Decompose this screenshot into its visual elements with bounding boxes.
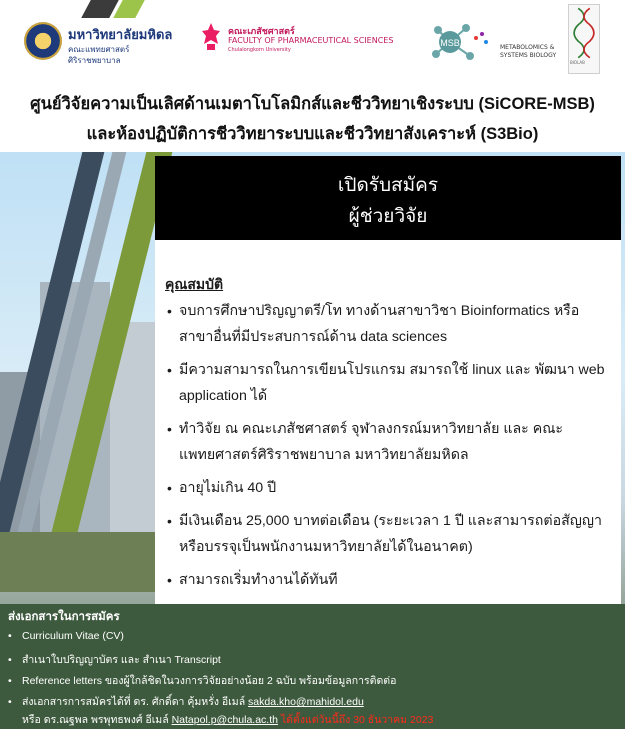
bullet-icon: • — [167, 421, 172, 437]
list-item — [167, 416, 615, 468]
deadline-text: ได้ตั้งแต่วันนี้ถึง 30 ธันวาคม 2023 — [277, 714, 434, 726]
email-link-natapol[interactable]: Natapol.p@chula.ac.th — [171, 714, 278, 726]
mahidol-seal-logo — [24, 22, 62, 60]
bullet-icon: • — [167, 362, 172, 378]
qualification-text: มีความสามารถในการเขียนโปรแกรม สมารถใช้ linux และ พัฒนา web — [179, 362, 605, 378]
bullet-icon: • — [167, 513, 172, 529]
list-item — [8, 630, 124, 642]
msb-line2: SYSTEMS BIOLOGY — [500, 52, 557, 59]
list-item — [22, 711, 433, 728]
mahidol-faculty: คณะแพทยศาสตร์ — [68, 45, 130, 54]
center-title-line2: และห้องปฏิบัติการชีววิทยาระบบและชีววิทยาสังเคราะห์ (S3Bio) — [86, 125, 539, 143]
documents-panel — [0, 604, 625, 729]
mahidol-stripe-decoration — [113, 0, 145, 18]
chula-university: Chulalongkorn University — [228, 47, 291, 53]
chula-crest-logo — [200, 22, 222, 52]
list-item — [167, 508, 615, 560]
document-text: Reference letters ของผู้ใกล้ชิดในวงการวิจัยอย่างน้อย 2 ฉบับ พร้อมข้อมูลการติดต่อ — [22, 675, 397, 687]
qualification-text: แพทยศาสตร์ศิริราชพยาบาล มหาวิทยาลัยมหิดล — [179, 447, 469, 463]
mahidol-name: มหาวิทยาลัยมหิดล — [68, 28, 173, 43]
bullet-icon: • — [8, 654, 12, 666]
list-item — [8, 693, 364, 710]
bullet-icon: • — [167, 480, 172, 496]
msb-logo — [430, 20, 490, 65]
qualifications-list — [167, 298, 615, 600]
bullet-icon: • — [8, 696, 12, 708]
chula-faculty-thai: คณะเภสัชศาสตร์ — [228, 27, 295, 37]
qualification-text: จบการศึกษาปริญญาตรี/โท ทางด้านสาขาวิชา Bioinformatics หรือ — [179, 303, 580, 319]
msb-mark-text: MSB — [440, 38, 460, 48]
contact-text: หรือ ดร.ณฐพล พรพุทธพงศ์ อีเมล์ — [22, 714, 172, 726]
qualification-text: สาขาอื่นที่มีประสบการณ์ด้าน data sciences — [179, 329, 448, 345]
center-title-line1: ศูนย์วิจัยความเป็นเลิศด้านเมตาโบโลมิกส์และชีววิทยาเชิงระบบ (SiCORE-MSB) — [30, 95, 595, 113]
document-text: Curriculum Vitae (CV) — [22, 630, 124, 642]
qualification-text: สามารถเริ่มทำงานได้ทันที — [179, 572, 338, 588]
qualification-text: ทำวิจัย ณ คณะเภสัชศาสตร์ จุฬาลงกรณ์มหาวิทยาลัย และ คณะ — [179, 421, 563, 437]
list-item — [167, 567, 615, 593]
document-text: สำเนาใบปริญญาบัตร และ สำเนา Transcript — [22, 654, 221, 666]
qualifications-panel — [155, 240, 621, 608]
documents-heading: ส่งเอกสารในการสมัคร — [8, 611, 120, 623]
mahidol-hospital: ศิริราชพยาบาล — [68, 56, 121, 65]
qualifications-heading: คุณสมบัติ — [165, 276, 224, 292]
email-link-sakda[interactable]: sakda.kho@mahidol.edu — [248, 696, 364, 708]
qualification-text: application ได้ — [179, 388, 268, 404]
list-item — [167, 298, 615, 350]
logo-bar — [0, 0, 625, 78]
hero-title: เปิดรับสมัคร — [337, 175, 439, 196]
bullet-icon: • — [8, 675, 12, 687]
qualification-text: อายุไม่เกิน 40 ปี — [179, 480, 277, 496]
contact-text: ส่งเอกสารการสมัครได้ที่ ดร. ศักดิ์ดา คุ้มหรั่ง อีเมล์ — [22, 696, 249, 708]
qualification-text: มีเงินเดือน 25,000 บาทต่อเดือน (ระยะเวลา 1 ปี และสามารถต่อสัญญา — [179, 513, 602, 529]
biolab-label: BIOLAB — [570, 60, 585, 65]
list-item — [8, 672, 396, 689]
trees-image — [0, 532, 160, 592]
list-item — [8, 651, 221, 668]
bullet-icon: • — [167, 572, 172, 588]
list-item — [167, 475, 615, 501]
bullet-icon: • — [8, 630, 12, 642]
qualification-text: หรือบรรจุเป็นพนักงานมหาวิทยาลัยได้ในอนาคต) — [179, 539, 473, 555]
dna-icon — [569, 5, 599, 61]
msb-line1: METABOLOMICS & — [500, 44, 555, 51]
hero-banner — [155, 156, 621, 240]
list-item — [167, 357, 615, 409]
hero-subtitle: ผู้ช่วยวิจัย — [348, 206, 428, 227]
bullet-icon: • — [167, 303, 172, 319]
chula-faculty-english: FACULTY OF PHARMACEUTICAL SCIENCES — [228, 36, 394, 45]
